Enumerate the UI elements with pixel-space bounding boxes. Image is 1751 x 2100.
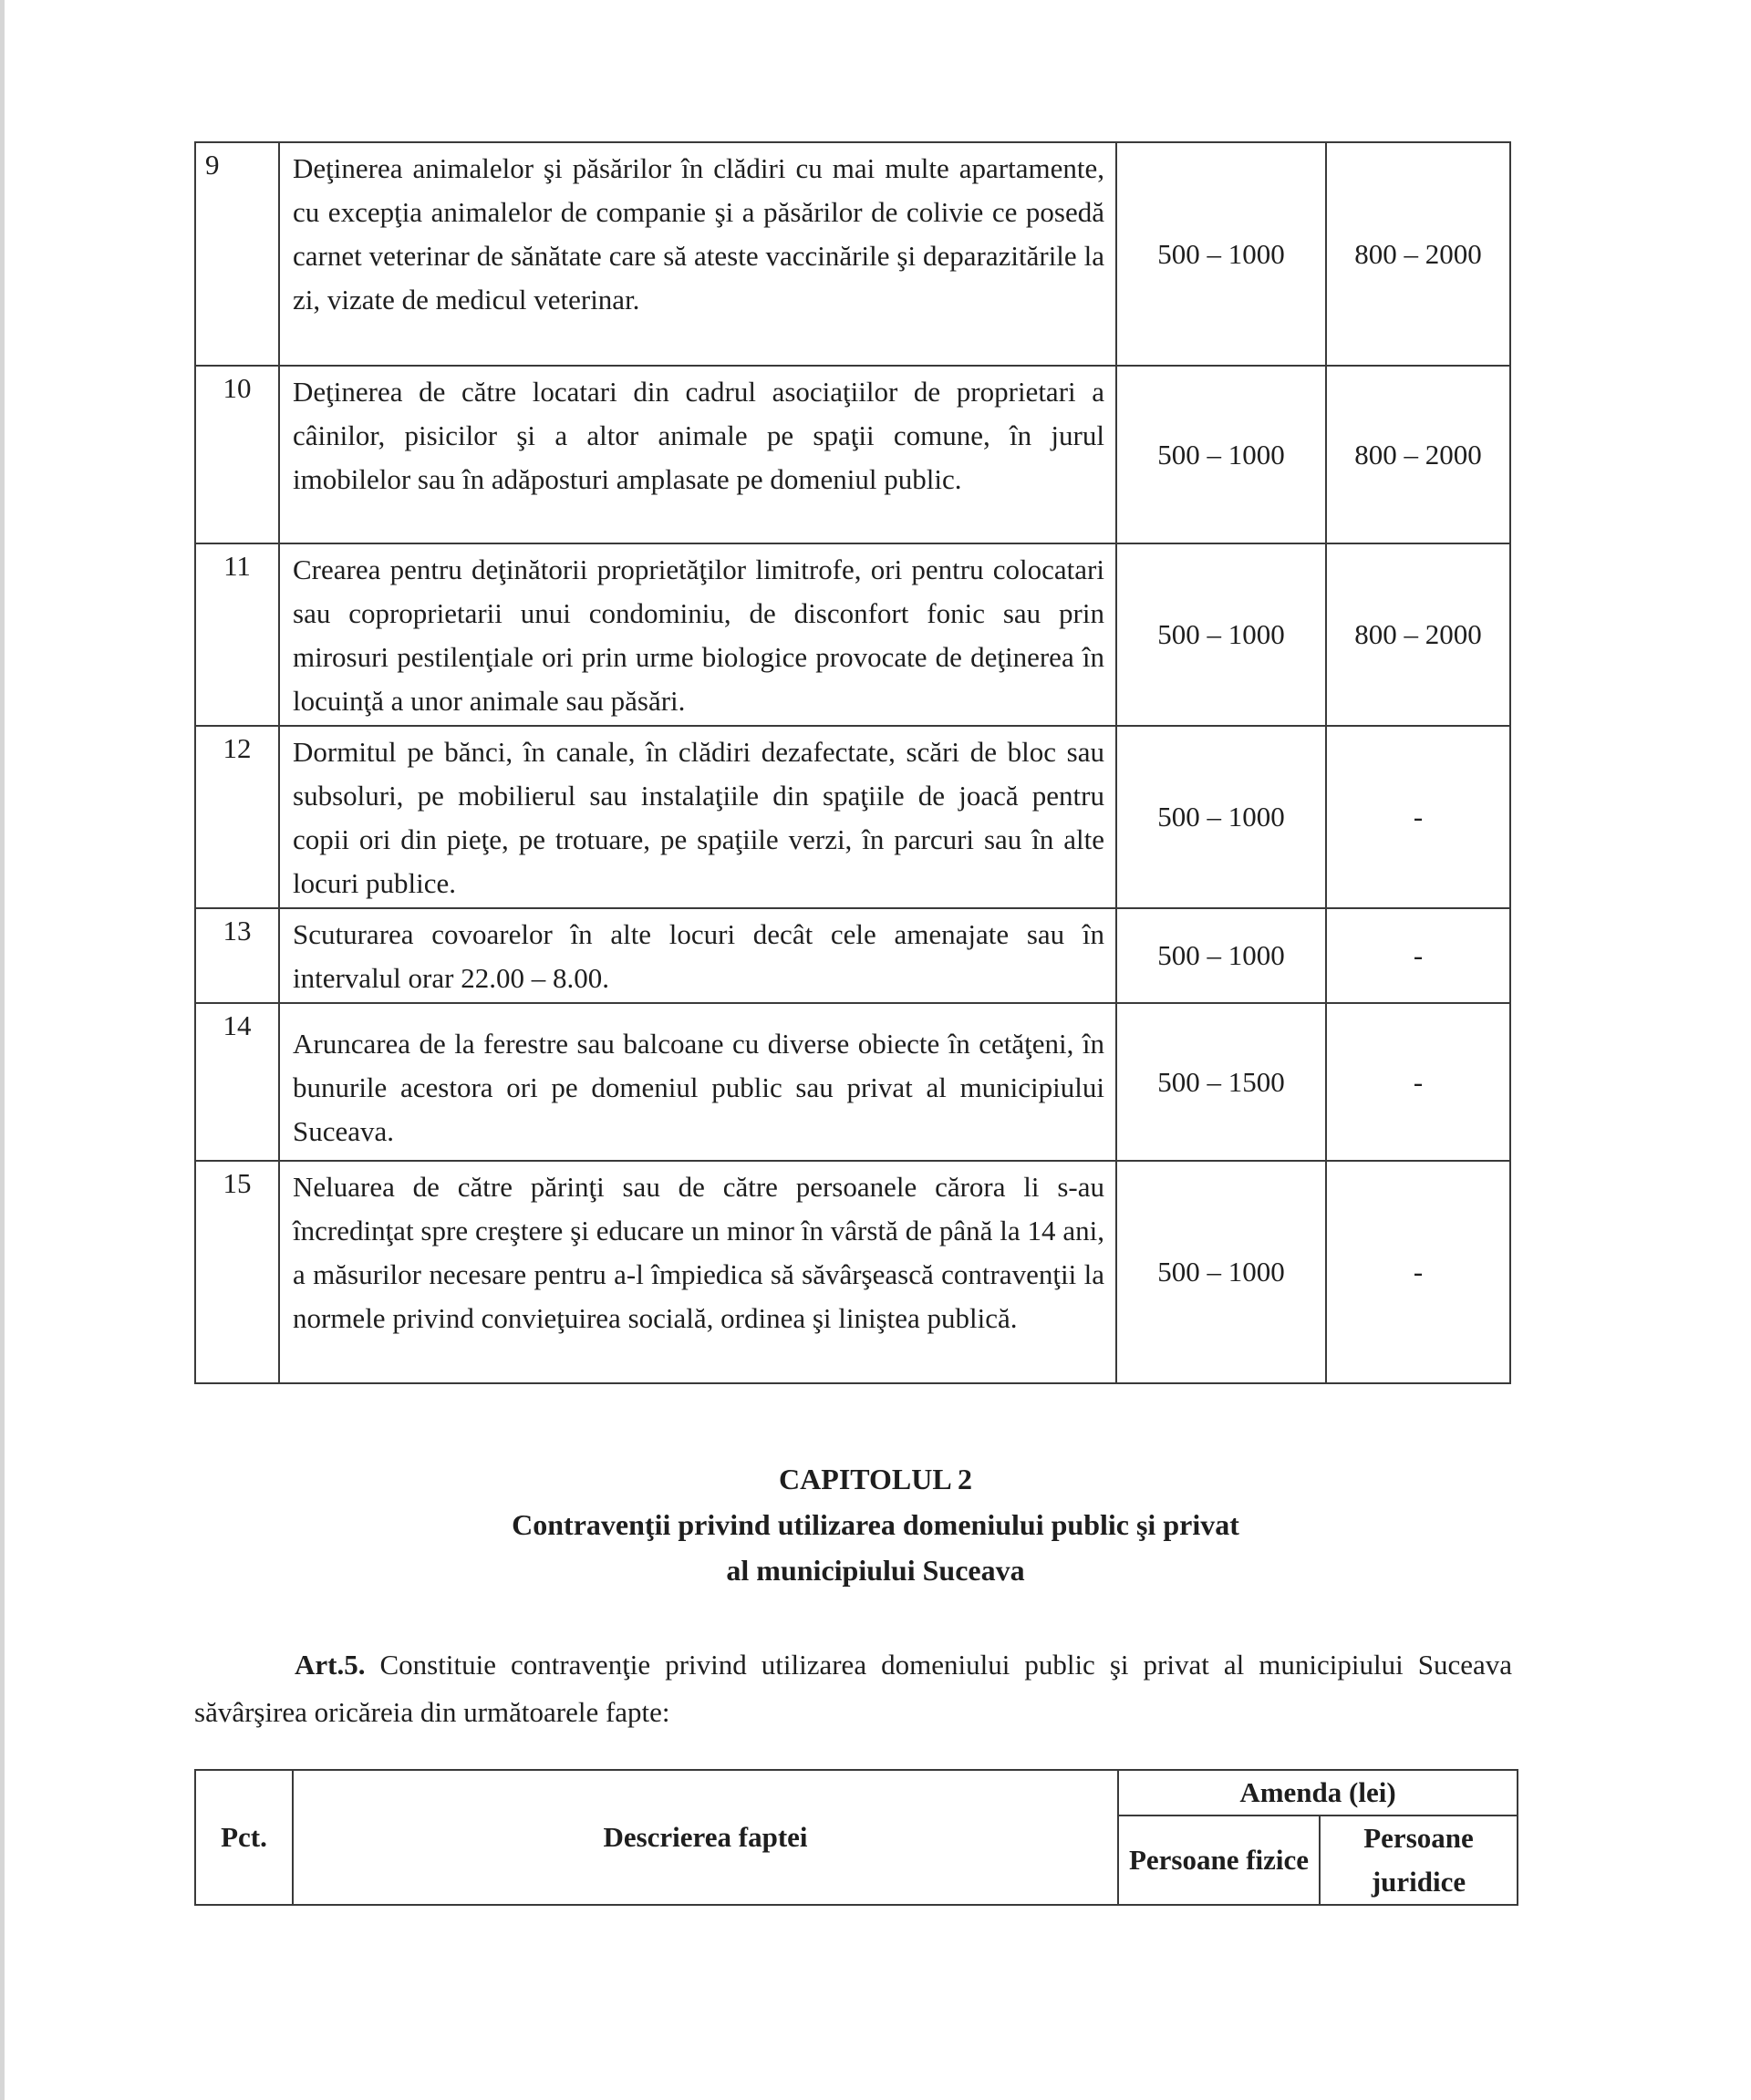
- fine-natural-persons: 500 – 1000: [1116, 142, 1326, 366]
- fines-table: [194, 141, 1511, 1384]
- table-row: [195, 142, 1510, 366]
- article-label: Art.5.: [295, 1649, 366, 1681]
- column-header-natural-persons: Persoane fizice: [1118, 1816, 1320, 1905]
- table-row: [195, 543, 1510, 726]
- row-number: 12: [195, 726, 279, 908]
- chapter-title-line-1: Contravenţii privind utilizarea domeniului public şi privat: [512, 1508, 1239, 1541]
- row-description: Scuturarea covoarelor în alte locuri decât cele amenajate sau în intervalul orar 22.00 – 8.00.: [279, 908, 1116, 1003]
- row-number: 10: [195, 366, 279, 543]
- row-description: Aruncarea de la ferestre sau balcoane cu diverse obiecte în cetăţeni, în bunurile acestora ori pe domeniul public sau privat al municipiului Suceava.: [279, 1003, 1116, 1161]
- fine-legal-persons: 800 – 2000: [1326, 142, 1510, 366]
- article-paragraph: [194, 1641, 1512, 1736]
- fine-legal-persons: -: [1326, 726, 1510, 908]
- row-description: Deţinerea animalelor şi păsărilor în clădiri cu mai multe apartamente, cu excepţia animalelor de companie şi a păsărilor de colivie ce posedă carnet veterinar de sănătate care să ateste vaccinările şi deparazitările la zi, vizate de medicul veterinar.: [279, 142, 1116, 366]
- chapter-title-line-2: al municipiului Suceava: [726, 1554, 1025, 1587]
- fine-natural-persons: 500 – 1000: [1116, 366, 1326, 543]
- fine-natural-persons: 500 – 1000: [1116, 908, 1326, 1003]
- fine-natural-persons: 500 – 1500: [1116, 1003, 1326, 1161]
- row-number: 9: [195, 142, 279, 366]
- fine-legal-persons: 800 – 2000: [1326, 543, 1510, 726]
- table-row: [195, 366, 1510, 543]
- row-number: 14: [195, 1003, 279, 1161]
- fine-legal-persons: -: [1326, 1161, 1510, 1383]
- table-row: [195, 1161, 1510, 1383]
- row-description: Neluarea de către părinţi sau de către persoanele cărora li s-au încredinţat spre creştere şi educare un minor în vârstă de până la 14 ani, a măsurilor necesare pentru a-l împiedica să săvârşească contravenţii la normele privind convieţuirea socială, ordinea şi liniştea publică.: [279, 1161, 1116, 1383]
- article-text: Constituie contravenţie privind utilizarea domeniului public şi privat al municipiului Suceava săvârşirea oricăreia din următoarele fapte:: [194, 1649, 1512, 1728]
- fine-legal-persons: 800 – 2000: [1326, 366, 1510, 543]
- fine-natural-persons: 500 – 1000: [1116, 1161, 1326, 1383]
- fine-natural-persons: 500 – 1000: [1116, 543, 1326, 726]
- column-header-description: Descrierea faptei: [293, 1770, 1118, 1905]
- fine-legal-persons: -: [1326, 908, 1510, 1003]
- row-description: Deţinerea de către locatari din cadrul asociaţiilor de proprietari a câinilor, pisicilor şi a altor animale pe spaţii comune, în jurul imobilelor sau în adăposturi amplasate pe domeniul public.: [279, 366, 1116, 543]
- column-header-fine: Amenda (lei): [1118, 1770, 1518, 1816]
- fine-natural-persons: 500 – 1000: [1116, 726, 1326, 908]
- chapter-heading: [0, 1456, 1751, 1593]
- table-row: [195, 726, 1510, 908]
- new-table-header: [194, 1769, 1518, 1906]
- column-header-pct: Pct.: [195, 1770, 293, 1905]
- row-number: 11: [195, 543, 279, 726]
- table-row: [195, 1003, 1510, 1161]
- row-description: Crearea pentru deţinătorii proprietăţilor limitrofe, ori pentru colocatari sau coproprietarii unui condominiu, de disconfort fonic sau prin mirosuri pestilenţiale ori prin urme biologice provocate de deţinerea în locuinţă a unor animale sau păsări.: [279, 543, 1116, 726]
- row-number: 15: [195, 1161, 279, 1383]
- row-number: 13: [195, 908, 279, 1003]
- fine-legal-persons: -: [1326, 1003, 1510, 1161]
- table-row: [195, 908, 1510, 1003]
- column-header-legal-persons: Persoane juridice: [1320, 1816, 1518, 1905]
- chapter-number: CAPITOLUL 2: [779, 1463, 972, 1495]
- row-description: Dormitul pe bănci, în canale, în clădiri dezafectate, scări de bloc sau subsoluri, pe mobilierul sau instalaţiile din spaţiile de joacă pentru copii ori din pieţe, pe trotuare, pe spaţiile verzi, în parcuri sau în alte locuri publice.: [279, 726, 1116, 908]
